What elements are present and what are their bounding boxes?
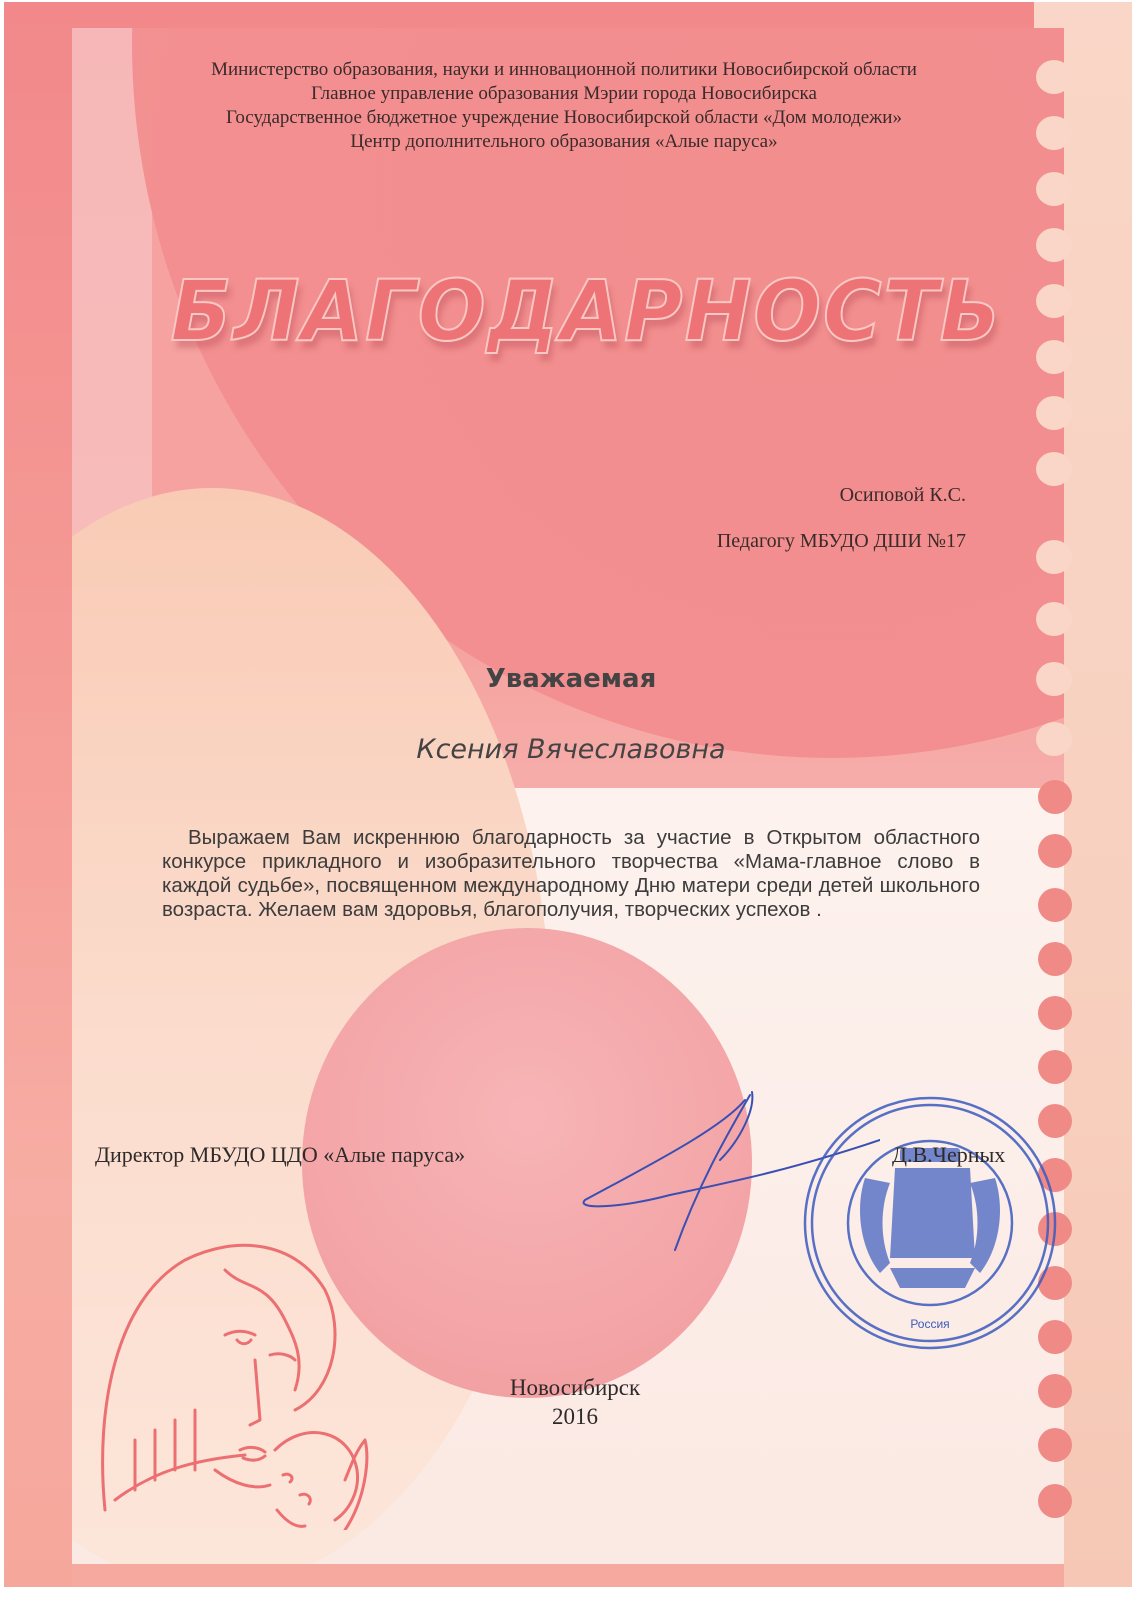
- issue-place-and-year: [460, 1373, 690, 1431]
- header-line: Государственное бюджетное учреждение Новосибирской области «Дом молодежи»: [226, 107, 902, 128]
- certificate-title: БЛАГОДАРНОСТЬ: [170, 262, 1003, 360]
- scallop-decoration: [1036, 340, 1072, 374]
- addressee-name: Ксения Вячеславовна: [416, 734, 726, 765]
- scallop-decoration: [1036, 284, 1072, 318]
- director-name: Д.В.Черных: [892, 1142, 1006, 1167]
- scallop-decoration: [1036, 452, 1072, 486]
- recipient-name: Осиповой К.С.: [839, 484, 966, 506]
- dot-decoration: [1038, 1374, 1072, 1408]
- gratitude-paragraph: Выражаем Вам искреннюю благодарность за участие в Открытом областного конкурсе прикладного и изобразительного творчества «Мама-главное слово в каждой судьбе», посвященном международному Дню матери среди детей школьного возраста. Желаем вам здоровья, благополучия, творческих успехов .: [162, 826, 980, 921]
- recipient-position: Педагогу МБУДО ДШИ №17: [716, 530, 966, 552]
- scallop-decoration: [1036, 540, 1072, 574]
- header-line: Центр дополнительного образования «Алые паруса»: [350, 131, 778, 152]
- director-title: Директор МБУДО ЦДО «Алые паруса»: [95, 1142, 466, 1167]
- header-line: Главное управление образования Мэрии города Новосибирска: [311, 83, 817, 104]
- dot-decoration: [1038, 1484, 1072, 1518]
- stamp-country-text: Россия: [910, 1317, 950, 1331]
- mother-and-child-illustration: [95, 1210, 415, 1530]
- dot-decoration: [1038, 834, 1072, 868]
- dot-decoration: [1038, 780, 1072, 814]
- dot-decoration: [1038, 1428, 1072, 1462]
- gratitude-text: [162, 826, 980, 922]
- dot-decoration: [1038, 888, 1072, 922]
- issue-city: Новосибирск: [509, 1375, 641, 1400]
- dot-decoration: [1038, 1050, 1072, 1084]
- scallop-decoration: [1036, 396, 1072, 430]
- greeting: Уважаемая: [485, 664, 657, 694]
- dot-decoration: [1038, 942, 1072, 976]
- header-line: Министерство образования, науки и инновационной политики Новосибирской области: [211, 59, 917, 80]
- issue-year: 2016: [552, 1404, 598, 1429]
- issuing-organizations: [68, 58, 1060, 154]
- bottom-band: [72, 1564, 1064, 1587]
- scallop-decoration: [1036, 602, 1072, 636]
- dot-decoration: [1038, 996, 1072, 1030]
- scallop-decoration: [1036, 228, 1072, 262]
- official-stamp: [795, 1088, 1065, 1358]
- scallop-decoration: [1036, 172, 1072, 206]
